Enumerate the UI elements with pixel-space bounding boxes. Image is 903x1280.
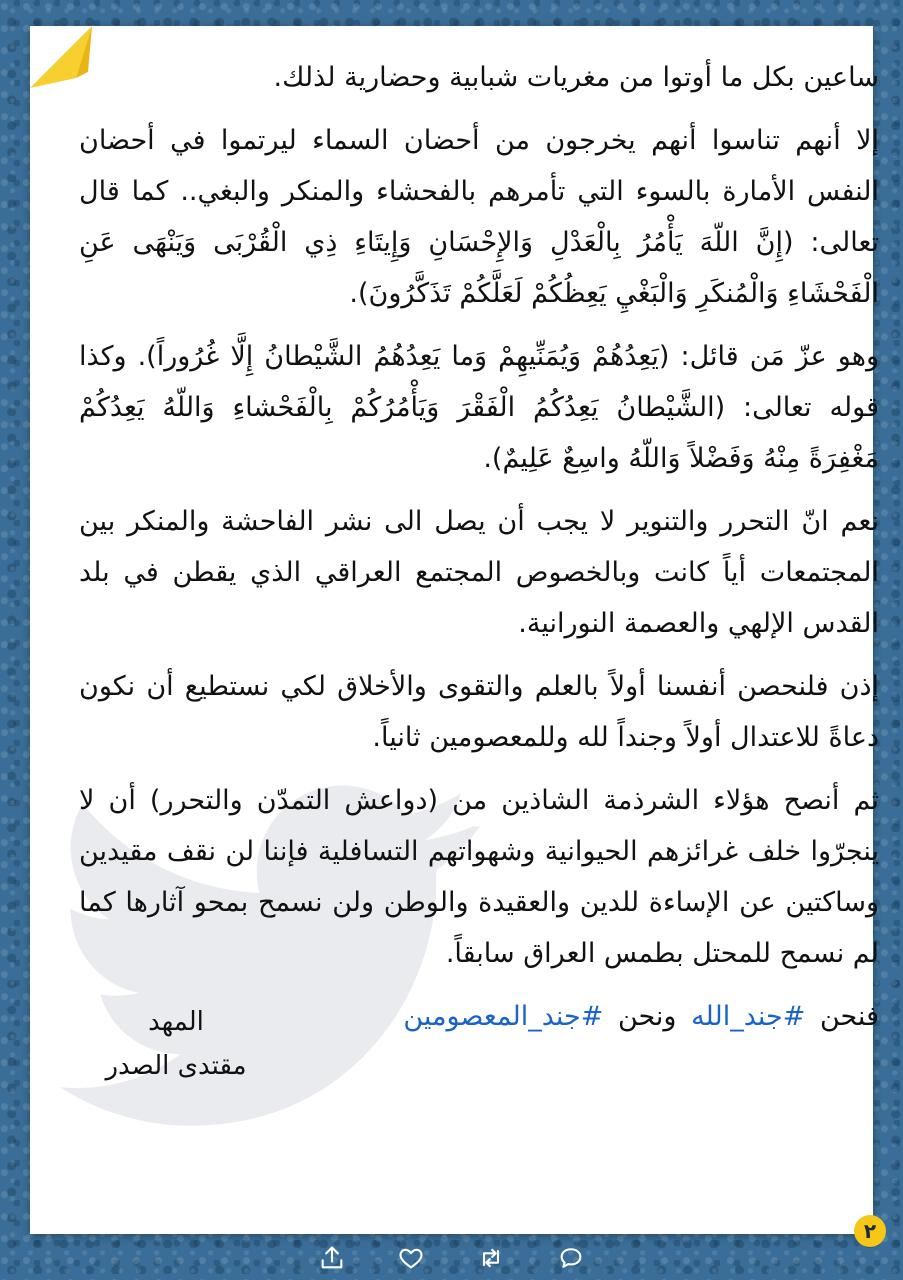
signature-block: [86, 1000, 266, 1088]
hashtag-prefix: فنحن: [819, 1001, 879, 1032]
hashtag-link-1[interactable]: #جند_الله: [691, 1001, 806, 1032]
article-body: [79, 52, 879, 1042]
like-icon[interactable]: [397, 1244, 425, 1272]
paragraph: ثم أنصح هؤلاء الشرذمة الشاذين من (دواعش التمدّن والتحرر) أن لا ينجرّوا خلف غرائزهم الحيوانية وشهواتهم التسافلية فإننا لن نقف مقيدين وساكتين عن الإساءة للدين والعقيدة والوطن ولن نسمح بمحو آثارها كما لم نسمح للمحتل بطمس العراق سابقاً.: [79, 785, 879, 969]
paragraph: إلا أنهم تناسوا أنهم يخرجون من أحضان السماء ليرتموا في أحضان النفس الأمارة بالسوء التي تأمرهم بالفحشاء والمنكر والبغي.. كما قال تعالى: (إِنَّ اللّهَ يَأْمُرُ بِالْعَدْلِ وَالإِحْسَانِ وَإِيتَاءِ ذِي الْقُرْبَى وَيَنْهَى عَنِ الْفَحْشَاءِ وَالْمُنكَرِ وَالْبَغْيِ يَعِظُكُمْ لَعَلَّكُمْ تَذَكَّرُونَ).: [79, 125, 879, 309]
page-number-badge: ٢: [854, 1215, 886, 1247]
signature-line-1: المهد: [148, 1007, 204, 1037]
paragraph: ساعين بكل ما أوتوا من مغريات شبابية وحضارية لذلك.: [273, 62, 879, 93]
signature-line-2: مقتدى الصدر: [105, 1051, 247, 1081]
hashtag-link-2[interactable]: #جند_المعصومين: [403, 1001, 604, 1032]
tweet-action-bar: [0, 1236, 903, 1280]
paragraph: وهو عزّ مَن قائل: (يَعِدُهُمْ وَيُمَنِّيهِمْ وَما يَعِدُهُمُ الشَّيْطانُ إِلَّا غُرُوراً). وكذا قوله تعالى: (الشَّيْطانُ يَعِدُكُمُ الْفَقْرَ وَيَأْمُرُكُمْ بِالْفَحْشاءِ وَاللّهُ يَعِدُكُمْ مَغْفِرَةً مِنْهُ وَفَضْلاً وَاللّهُ واسِعٌ عَلِيمٌ).: [79, 341, 879, 474]
retweet-icon[interactable]: [477, 1244, 505, 1272]
paragraph: نعم انّ التحرر والتنوير لا يجب أن يصل الى نشر الفاحشة والمنكر بين المجتمعات أياً كانت وبالخصوص المجتمع العراقي الذي يقطن في بلد القدس الإلهي والعصمة النورانية.: [79, 506, 879, 639]
reply-icon[interactable]: [557, 1244, 585, 1272]
share-icon[interactable]: [318, 1244, 346, 1272]
paragraph: إذن فلنحصن أنفسنا أولاً بالعلم والتقوى والأخلاق لكي نستطيع أن نكون دعاةً للاعتدال أولاً وجنداً لله وللمعصومين ثانياً.: [79, 671, 879, 753]
hashtag-middle: ونحن: [617, 1001, 677, 1032]
